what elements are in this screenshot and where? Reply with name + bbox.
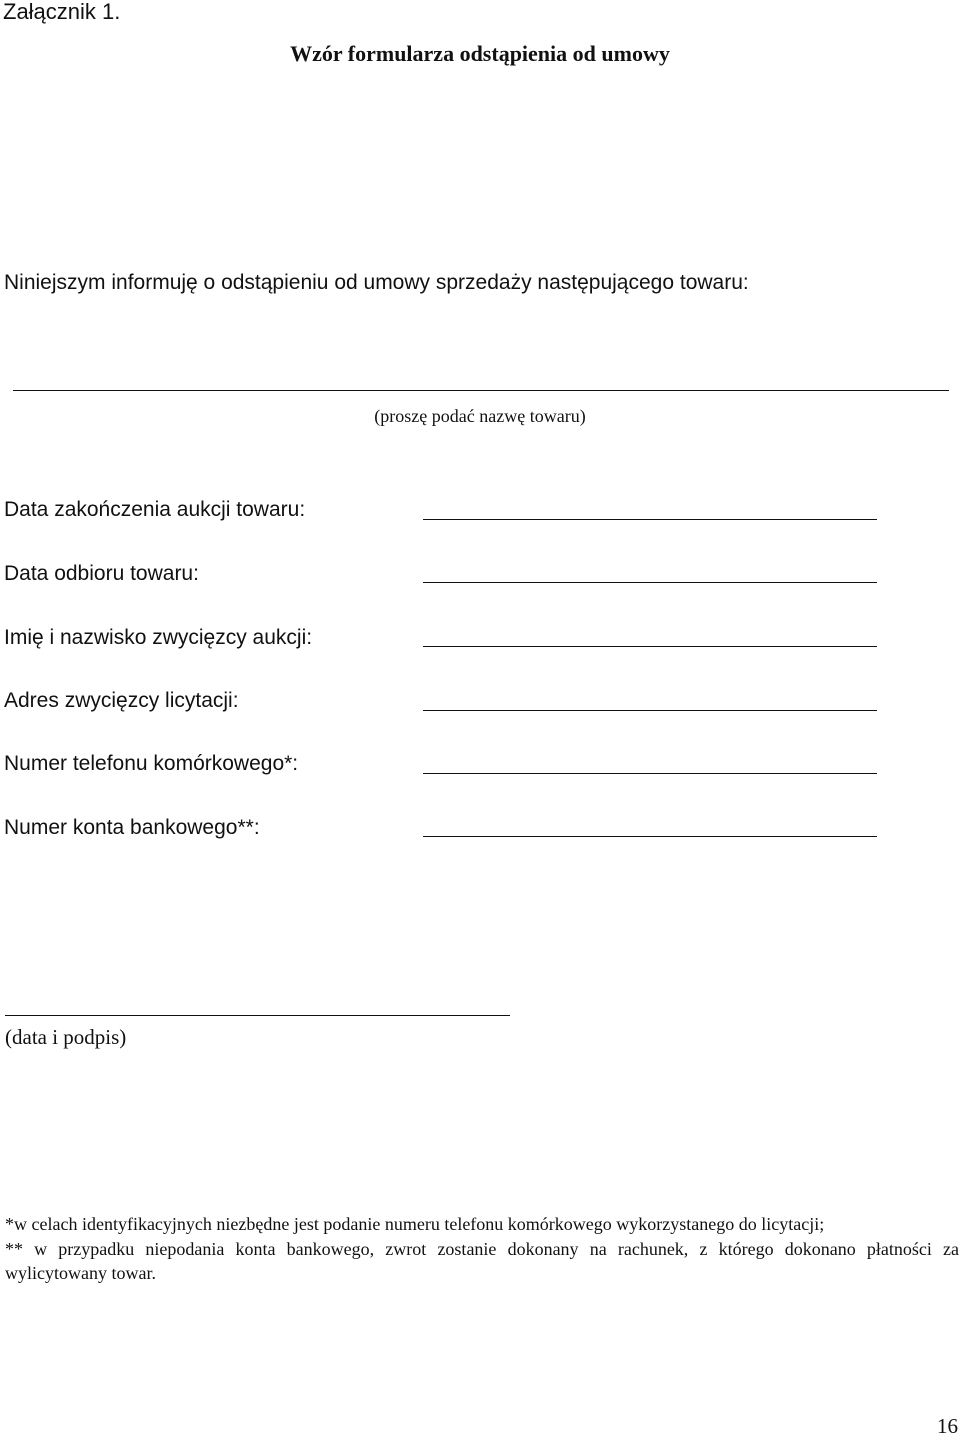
field-line-winner-name[interactable]: [423, 646, 877, 647]
attachment-label: Załącznik 1.: [3, 0, 121, 24]
field-label-auction-end-date: Data zakończenia aukcji towaru:: [4, 498, 306, 521]
footnotes: [5, 1212, 959, 1286]
field-line-auction-end-date[interactable]: [423, 519, 877, 520]
signature-line[interactable]: [5, 1015, 510, 1016]
field-label-winner-address: Adres zwycięzcy licytacji:: [4, 689, 239, 712]
footnote-phone: *w celach identyfikacyjnych niezbędne jest podanie numeru telefonu komórkowego wykorzystanego do licytacji;: [5, 1214, 825, 1234]
field-line-pickup-date[interactable]: [423, 582, 877, 583]
page-number: 16: [937, 1414, 958, 1438]
field-line-winner-address[interactable]: [423, 710, 877, 711]
field-label-winner-name: Imię i nazwisko zwycięzcy aukcji:: [4, 626, 313, 649]
field-label-bank-account: Numer konta bankowego**:: [4, 816, 260, 839]
product-name-line[interactable]: [13, 390, 949, 391]
field-label-mobile-phone: Numer telefonu komórkowego*:: [4, 752, 299, 775]
product-name-hint: (proszę podać nazwę towaru): [374, 406, 586, 426]
page-title: Wzór formularza odstąpienia od umowy: [290, 41, 670, 66]
signature-hint: (data i podpis): [5, 1025, 127, 1049]
intro-text: Niniejszym informuję o odstąpieniu od umowy sprzedaży następującego towaru:: [4, 271, 749, 294]
field-line-bank-account[interactable]: [423, 836, 877, 837]
field-label-pickup-date: Data odbioru towaru:: [4, 562, 199, 585]
field-line-mobile-phone[interactable]: [423, 773, 877, 774]
footnote-bank-account: ** w przypadku niepodania konta bankowego, zwrot zostanie dokonany na rachunek, z którego dokonano płatności za wylicytowany towar.: [5, 1238, 959, 1283]
